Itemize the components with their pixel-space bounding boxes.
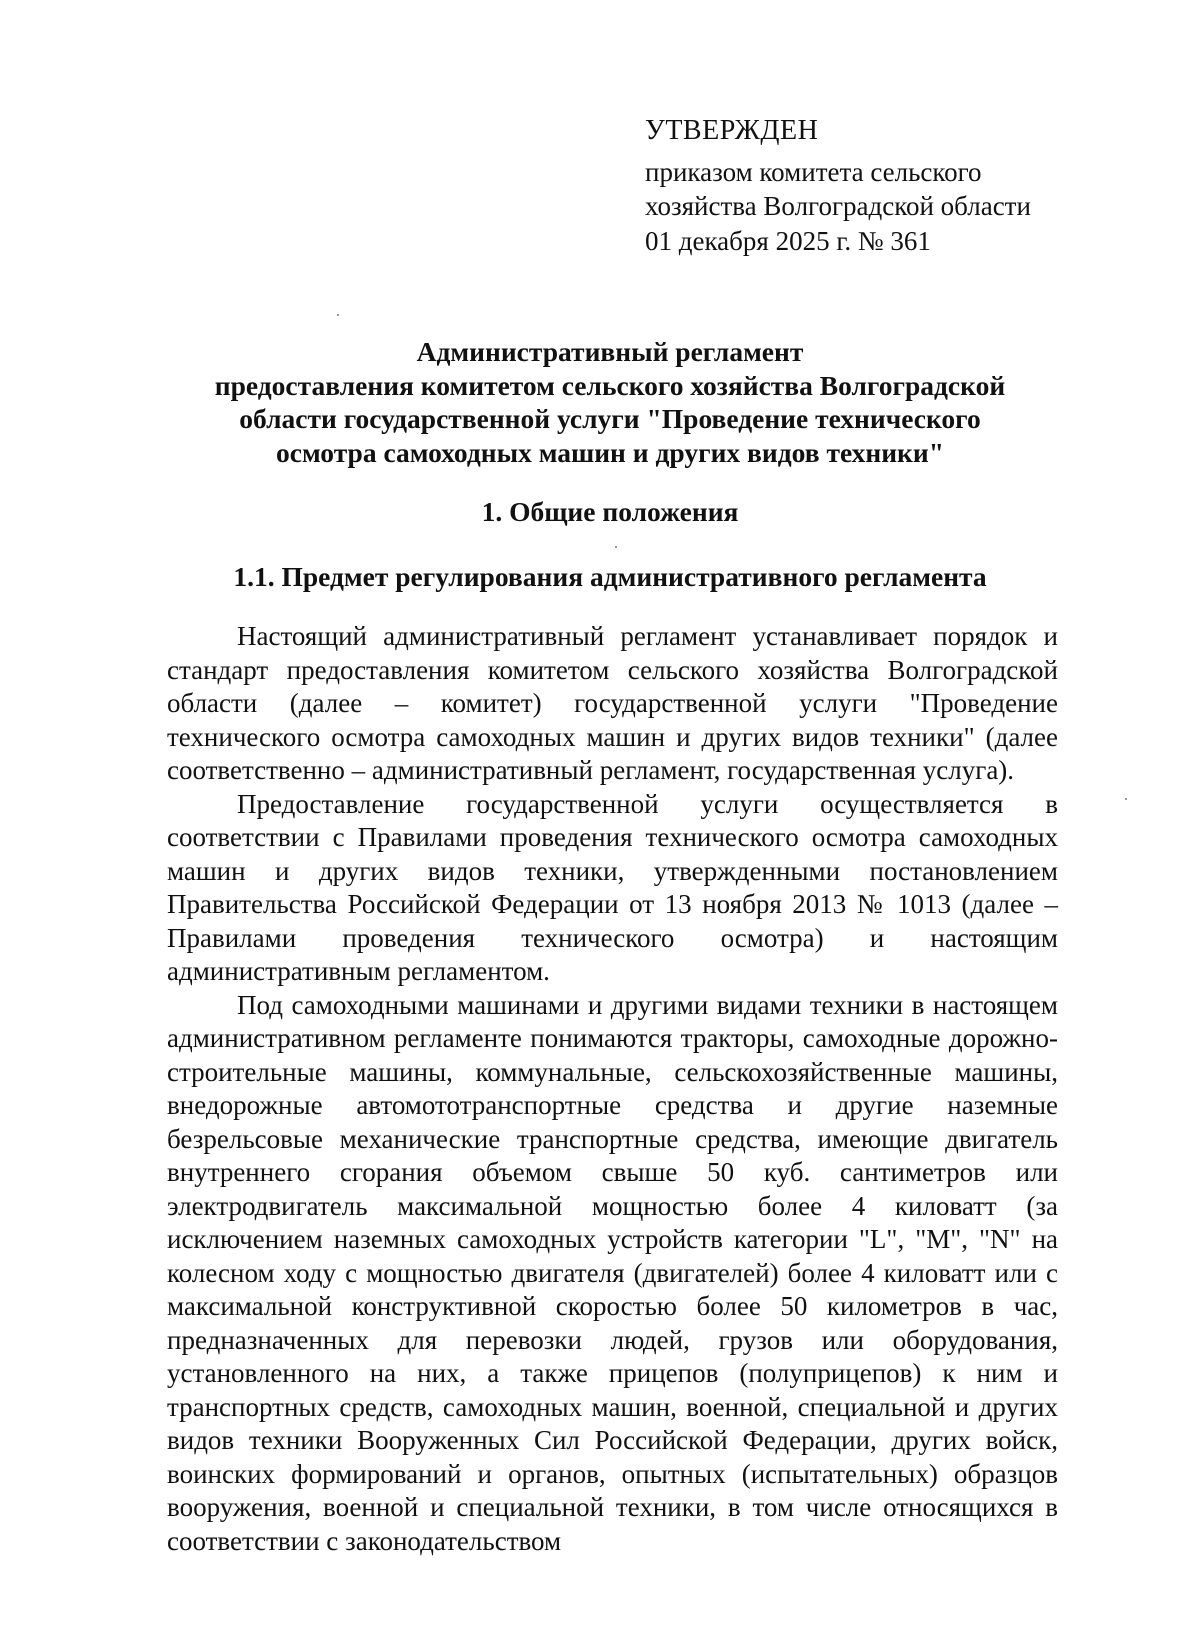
scan-speck [1125, 798, 1127, 800]
document-title [150, 335, 1070, 469]
scan-speck [615, 546, 617, 548]
paragraph: Предоставление государственной услуги осуществляется в соответствии с Правилами проведения технического осмотра самоходных машин и других видов техники, утвержденными постановлением Правительства Российской Федерации от 13 ноября 2013 № 1013 (далее – Правилами проведения технического осмотра) и настоящим административным регламентом. [167, 788, 1058, 986]
approval-line-3: 01 декабря 2025 г. № 361 [645, 225, 931, 256]
title-line-1: Административный регламент [416, 336, 804, 367]
approval-block [645, 114, 1105, 258]
title-line-2: предоставления комитетом сельского хозяйства Волгоградской [214, 369, 1006, 401]
paragraph: Под самоходными машинами и другими видами техники в настоящем административном регламенте понимаются тракторы, самоходные дорожно-строительные машины, коммунальные, сельскохозяйственные машины, внедорожные автомототранспортные средства и другие наземные безрельсовые механические транспортные средства, имеющие двигатель внутреннего сгорания объемом свыше 50 куб. сантиметров или электродвигатель максимальной мощностью более 4 киловатт (за исключением наземных самоходных устройств категории "L", "M", "N" на колесном ходу с мощностью двигателя (двигателей) более 4 киловатт или с максимальной конструктивной скоростью более 50 километров в час, предназначенных для перевозки людей, грузов или оборудования, установленного на них, а также прицепов (полуприцепов) к ним и транспортных средств, самоходных машин, военной, специальной и других видов техники Вооруженных Сил Российской Федерации, других войск, воинских формирований и органов, опытных (испытательных) образцов вооружения, военной и специальной техники, в том числе относящихся в соответствии с законодательством [167, 989, 1058, 1556]
title-line-4: осмотра самоходных машин и других видов техники" [275, 436, 945, 468]
scan-speck [337, 314, 339, 316]
section-heading: 1. Общие положения [481, 496, 739, 527]
approval-line-2: хозяйства Волгоградской области [645, 191, 1031, 221]
subsection-heading: 1.1. Предмет регулирования административного регламента [233, 561, 987, 592]
body-text [167, 620, 1058, 1558]
paragraph: Настоящий административный регламент устанавливает порядок и стандарт предоставления комитетом сельского хозяйства Волгоградской области (далее – комитет) государственной услуги "Проведение технического осмотра самоходных машин и других видов техники" (далее соответственно – административный регламент, государственная услуга). [167, 621, 1058, 785]
title-line-3: области государственной услуги "Проведение технического [239, 403, 981, 434]
approval-line-1: приказом комитета сельского [645, 156, 982, 187]
approval-heading: УТВЕРЖДЕН [645, 115, 819, 146]
